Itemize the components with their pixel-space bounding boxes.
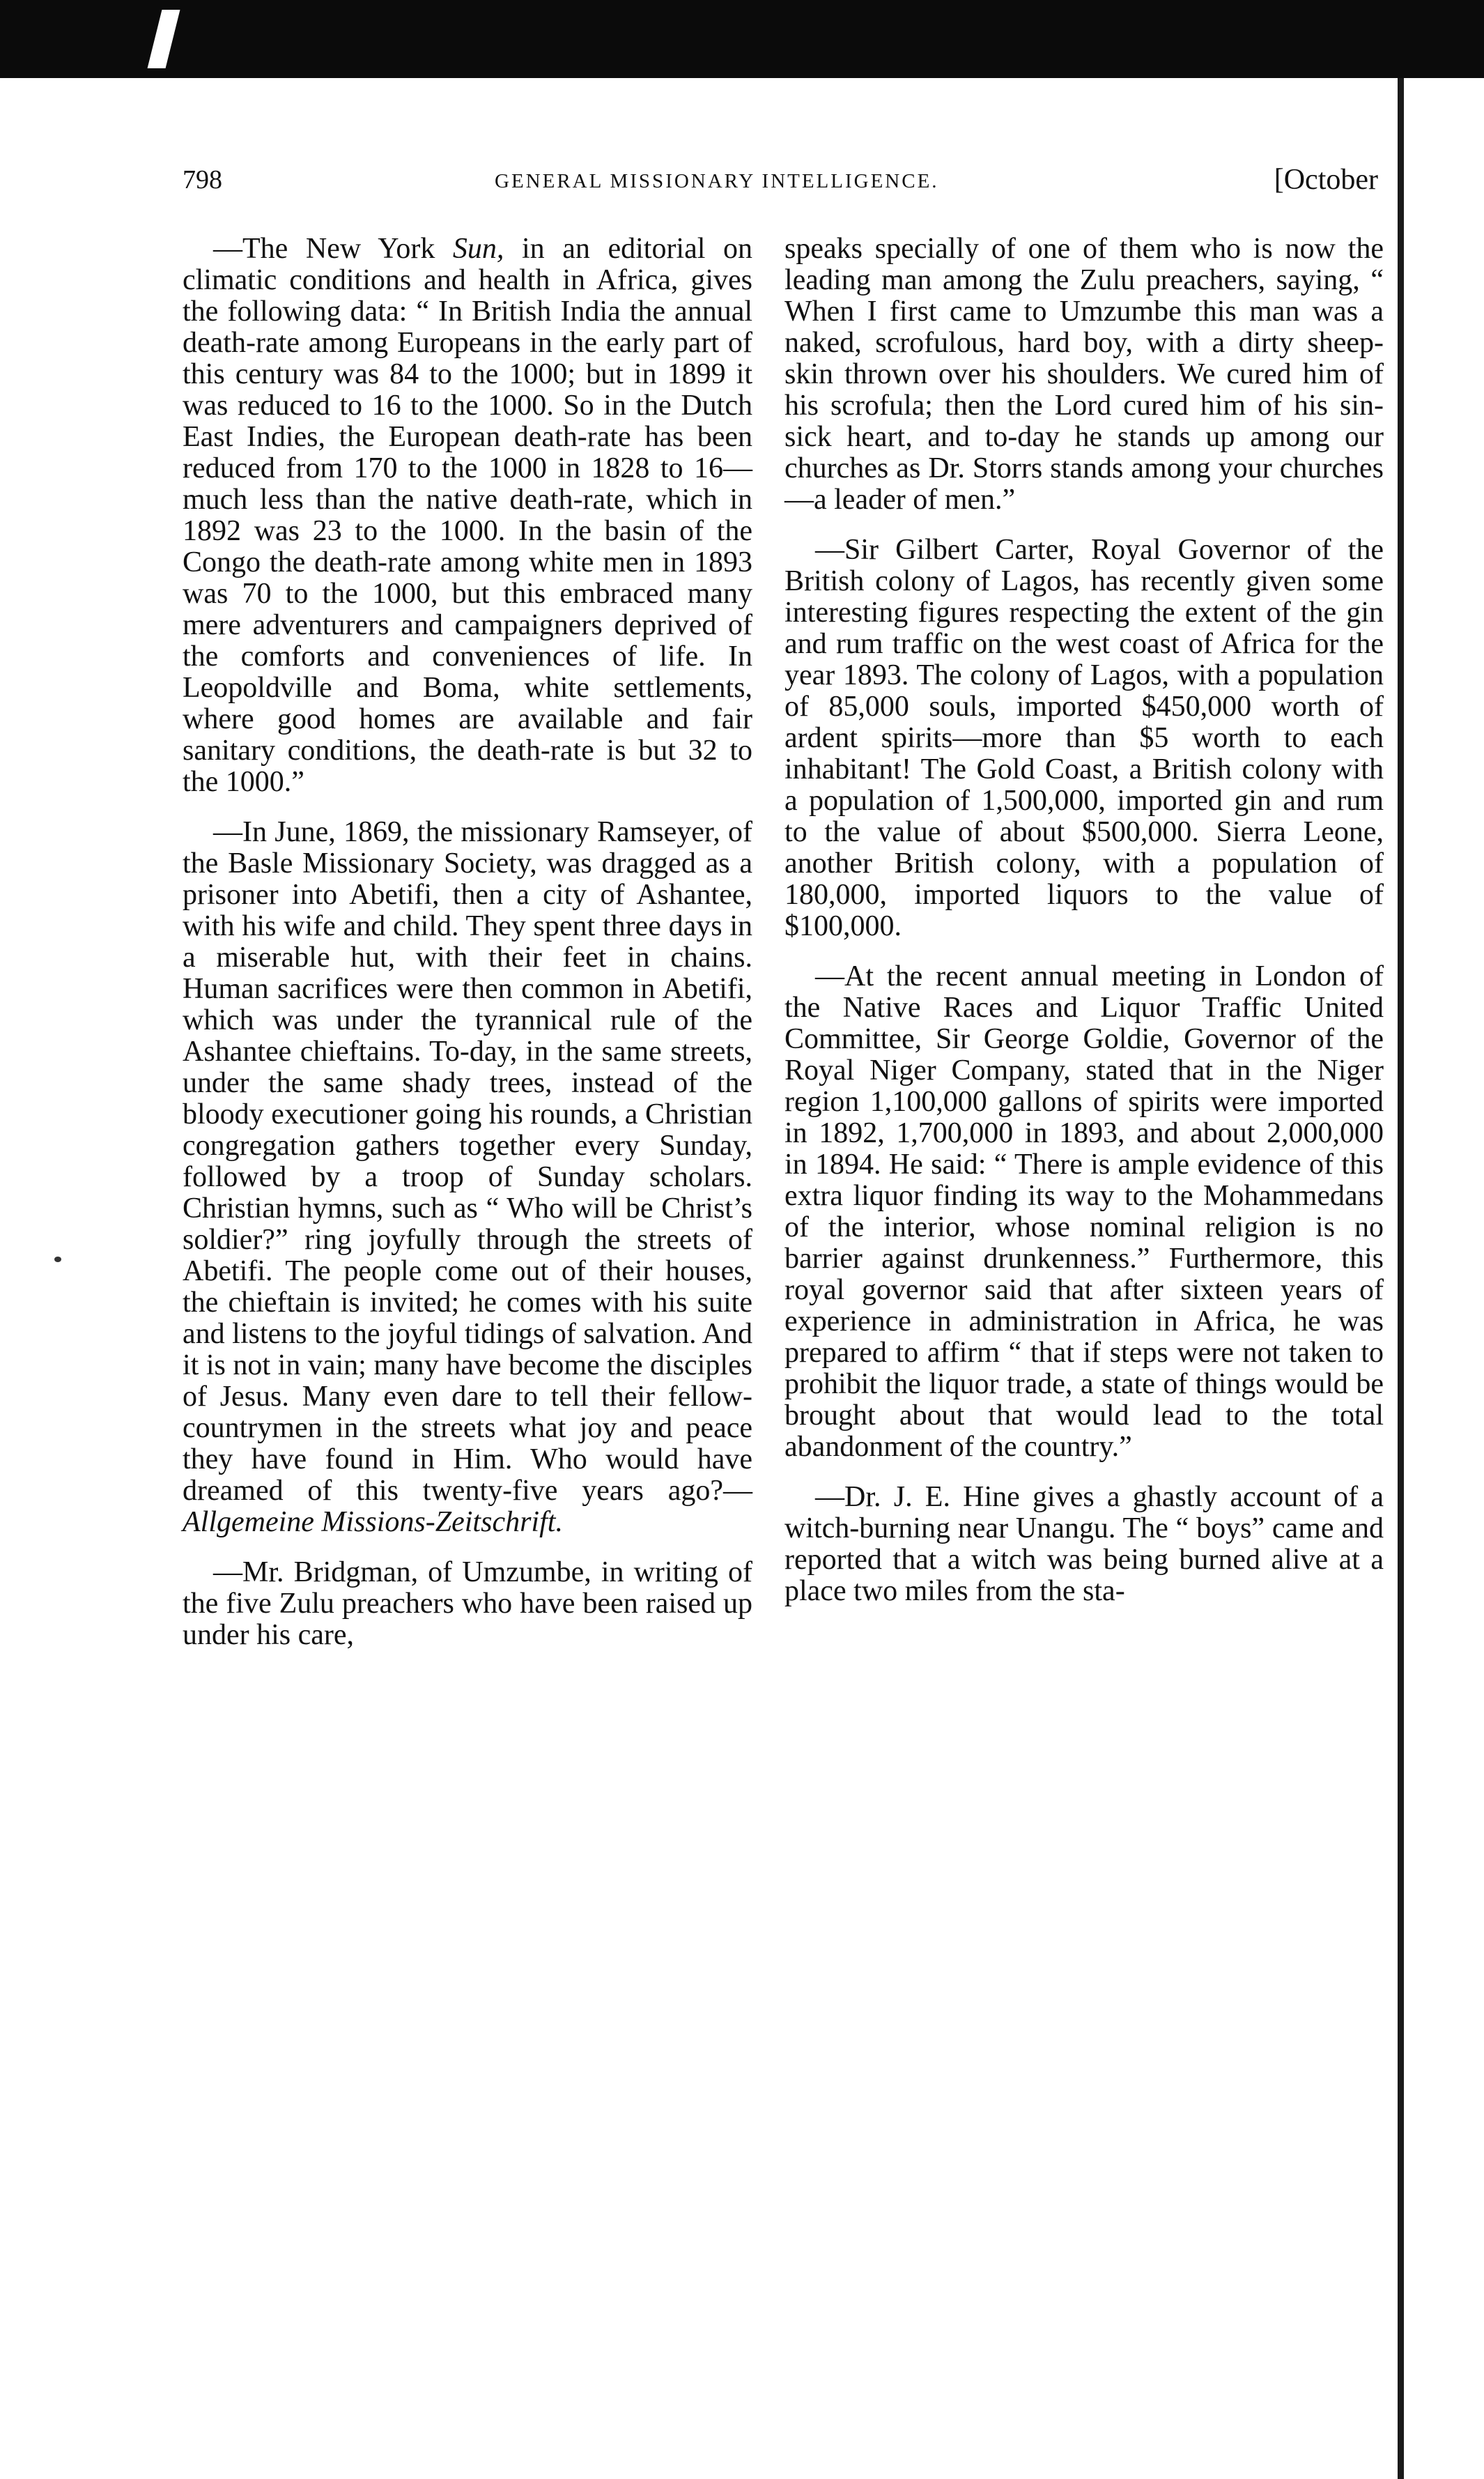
section-title: GENERAL MISSIONARY INTELLIGENCE. xyxy=(495,170,939,192)
italic-text: Allgemeine Missions-Zeitschrift. xyxy=(183,1506,563,1538)
paragraph-text: —Sir Gilbert Carter, Royal Governor of the British colony of Lagos, has recently given some interesting figures respecting the extent of the gin and rum traffic on the west coast of Africa for the year 1893. The colony of Lagos, with a population of 85,000 souls, imported $450,000 worth of ardent spirits—more than $5 worth to each inhabitant! The Gold Coast, a British colony with a population of 1,500,000, imported gin and rum to the value of about $500,000. Sierra Leone, another British colony, with a population of 180,000, imported liquors to the value of $100,000. xyxy=(784,534,1384,942)
paragraph xyxy=(183,1557,752,1651)
paragraph-text: —Dr. J. E. Hine gives a ghastly account of a witch-burning near Unangu. The “ boys” came and reported that a witch was being burned alive at a place two miles from the sta- xyxy=(784,1481,1384,1607)
running-month: [October xyxy=(1274,164,1378,196)
paragraph-text: —In June, 1869, the missionary Ramseyer, of the Basle Missionary Society, was dragged as a prisoner into Abetifi, then a city of Ashantee, with his wife and child. They spent three days in a miserable hut, with their feet in chains. Human sacrifices were then common in Abetifi, which was under the tyrannical rule of the Ashantee chieftains. To-day, in the same streets, under the same shady trees, instead of the bloody executioner going his rounds, a Christian congregation gathers together every Sunday, followed by a troop of Sunday scholars. Christian hymns, such as “ Who will be Christ’s soldier?” ring joyfully through the streets of Abetifi. The people come out of their houses, the chieftain is invited; he comes with his suite and listens to the joyful tidings of salvation. And it is not in vain; many have become the disciples of Jesus. Many even dare to tell their fellow-countrymen in the streets what joy and peace they have found in Him. Who would have dreamed of this twenty-five years ago?— xyxy=(183,816,752,1507)
paragraph xyxy=(784,233,1384,516)
page-number: 798 xyxy=(183,165,222,194)
paragraph xyxy=(784,1482,1384,1607)
margin-speck xyxy=(54,1257,61,1262)
scan-right-edge xyxy=(1398,78,1404,2479)
paragraph-text: —At the recent annual meeting in London of the Native Races and Liquor Traffic United Committee, Sir George Goldie, Governor of the Royal Niger Company, stated that in the Niger region 1,100,000 gallons of spirits were imported in 1892, 1,700,000 in 1893, and about 2,000,000 in 1894. He said: “ There is ample evidence of this extra liquor finding its way to the Mohammedans of the interior, whose nominal religion is no barrier against drunkenness.” Furthermore, this royal governor said that after sixteen years of experience in administration in Africa, he was prepared to affirm “ that if steps were not taken to prohibit the liquor trade, a state of things would be brought about that would lead to the total abandonment of the country.” xyxy=(784,960,1384,1463)
paragraph-text: speaks specially of one of them who is now the leading man among the Zulu preachers, saying, “ When I first came to Umzumbe this man was a naked, scrofulous, hard boy, with a dirty sheep-skin thrown over his shoulders. We cured him of his scrofula; then the Lord cured him of his sin-sick heart, and to-day he stands up among our churches as Dr. Storrs stands among your churches—a leader of men.” xyxy=(784,233,1384,516)
right-column xyxy=(784,233,1384,1626)
paragraph-text: —The New York xyxy=(213,233,453,265)
paragraph-text: —Mr. Bridgman, of Umzumbe, in writing of the five Zulu preachers who have been raised up under his care, xyxy=(183,1556,752,1651)
paragraph xyxy=(784,961,1384,1463)
italic-text: Sun, xyxy=(452,233,504,265)
scan-notch xyxy=(148,10,180,68)
running-head xyxy=(183,164,1378,206)
scan-top-border xyxy=(0,0,1484,78)
paragraph xyxy=(183,817,752,1538)
paragraph xyxy=(183,233,752,798)
left-column xyxy=(183,233,752,1670)
paragraph xyxy=(784,535,1384,942)
paragraph-text: in an editorial on climatic conditions and health in Africa, gives the following data: “ In British India the annual death-rate among Europeans in the early part of this century was 84 to the 1000; but in 1899 it was reduced to 16 to the 1000. So in the Dutch East Indies, the European death-rate has been reduced from 170 to the 1000 in 1828 to 16—much less than the native death-rate, which in 1892 was 23 to the 1000. In the basin of the Congo the death-rate among white men in 1893 was 70 to the 1000, but this embraced many mere adventurers and campaigners deprived of the comforts and conveniences of life. In Leopoldville and Boma, white settlements, where good homes are available and fair sanitary conditions, the death-rate is but 32 to the 1000.” xyxy=(183,233,752,798)
